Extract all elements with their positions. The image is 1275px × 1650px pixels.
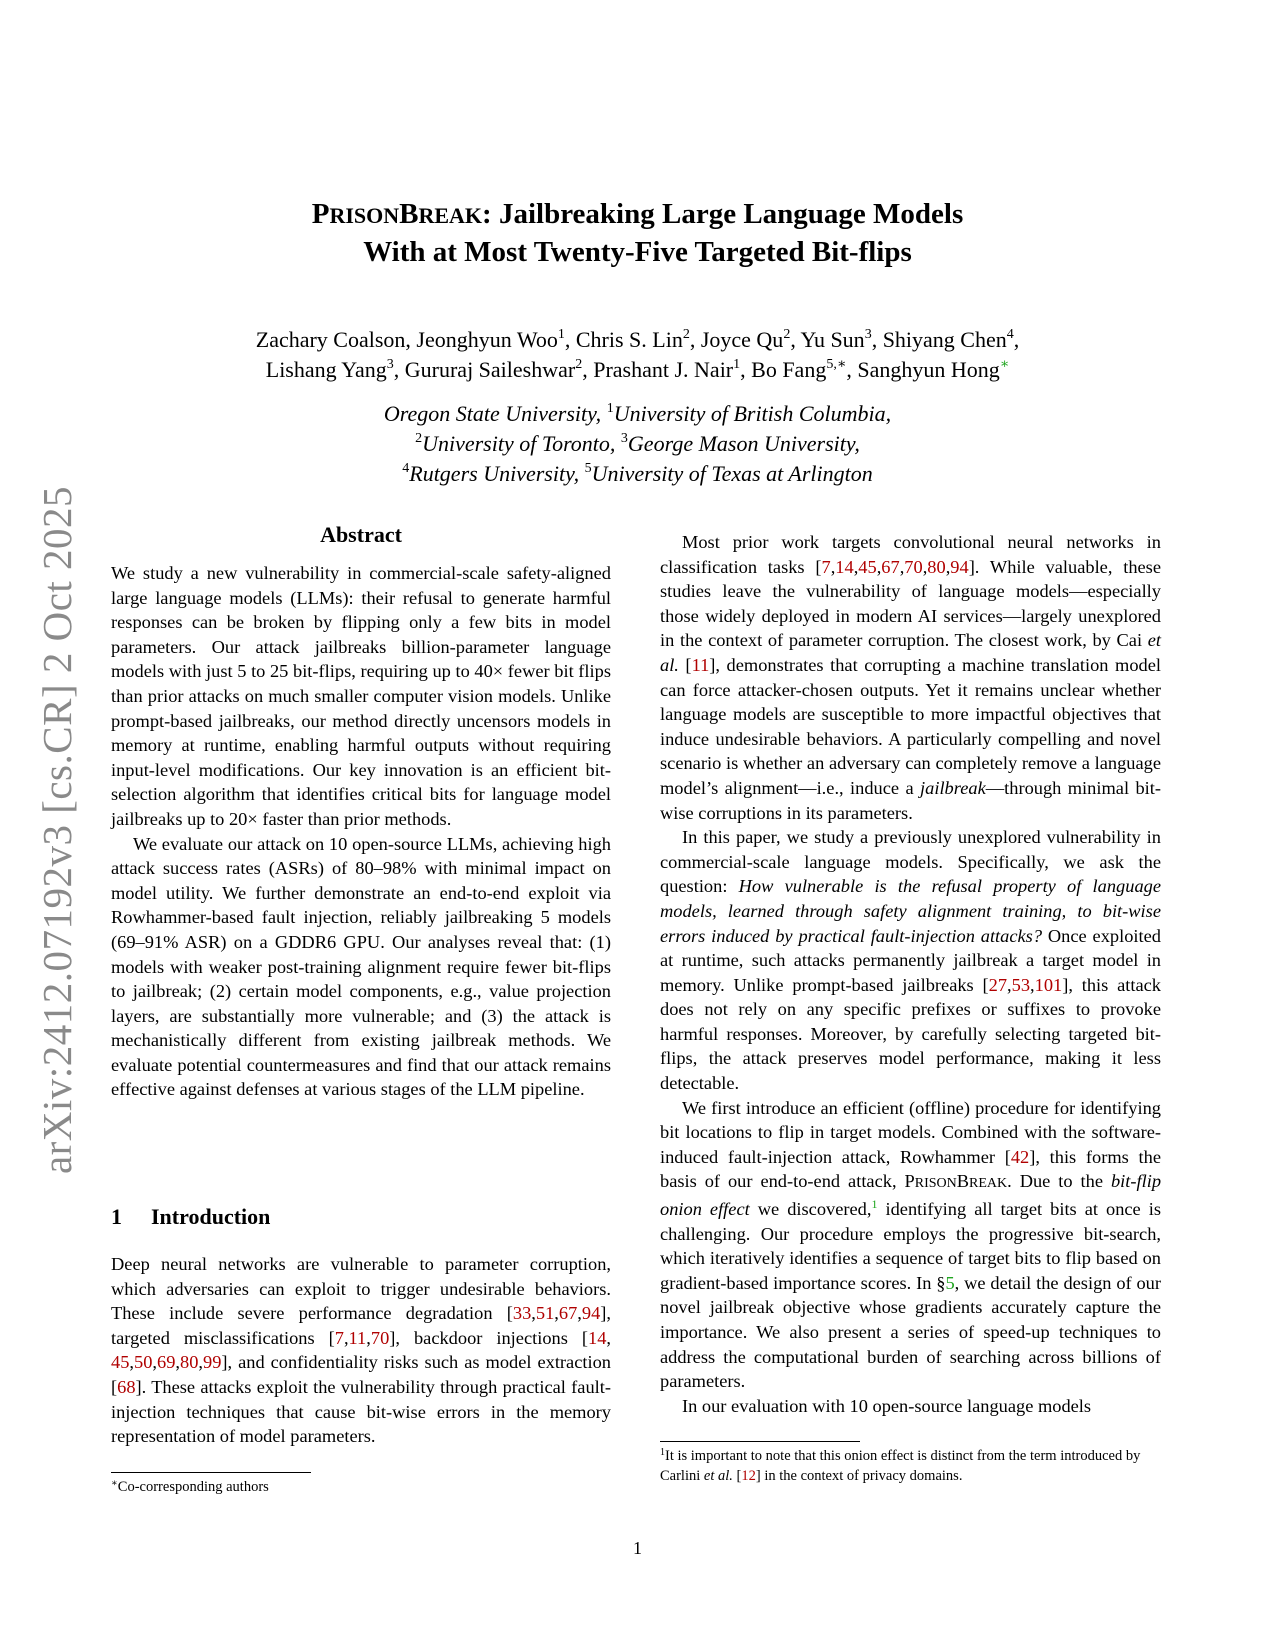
section-heading-introduction [111, 1204, 270, 1230]
corresponding-author-mark[interactable]: ∗ [999, 357, 1010, 372]
intro-paragraph-5: In our evaluation with 10 open-source language models [682, 1395, 1092, 1416]
affiliations [0, 399, 1275, 489]
affiliation-line-2: $^2$University of Toronto, $^3$George Mason University, [415, 431, 860, 456]
citation-link[interactable]: 14 [835, 556, 854, 577]
section-title: Introduction [151, 1204, 271, 1229]
abstract-body [111, 561, 611, 1102]
citation-link[interactable]: 68 [117, 1376, 136, 1397]
intro-paragraph-2: Most prior work targets convolutional neural networks in classification tasks [7,14,45,67,70,80,94]. While valuable, these studies leave the vulnerability of language models—especially those widely deployed in modern AI services—largely unexplored in the context of parameter corruption. The closest work, by Cai et al. [11], demonstrates that corrupting a machine translation model can force attacker-chosen outputs. Yet it remains unclear whether language models are susceptible to more impactful objectives that induce undesirable behaviors. A particularly compelling and novel scenario is whether an adversary can completely remove a language model’s alignment—i.e., induce a jailbreak—through minimal bit-wise corruptions in its parameters. [660, 532, 1161, 823]
citation-link[interactable]: 14 [588, 1327, 607, 1348]
title-line-1: PRISONBREAK: Jailbreaking Large Language Models [311, 198, 964, 230]
citation-link[interactable]: 27 [988, 974, 1008, 995]
footnote-right: $^1$It is important to note that this onion effect is distinct from the term introduced by Carlini et al. [12] in the context of privacy domains. [660, 1447, 1141, 1484]
citation-link[interactable]: 99 [203, 1352, 222, 1373]
citation-link[interactable]: 12 [741, 1468, 756, 1484]
abstract-paragraph-2: We evaluate our attack on 10 open-source LLMs, achieving high attack success rates (ASRs) of 80–98% with minimal impact on model utility. We further demonstrate an end-to-end exploit via Rowhammer-based fault injection, reliably jailbreaking 5 models (69–91% ASR) on a GDDR6 GPU. Our analyses reveal that: (1) models with weaker post-training alignment require fewer bit-flips to jailbreak; (2) certain model components, e.g., value projection layers, are substantially more vulnerable; and (3) the attack is mechanistically different from existing jailbreak methods. We evaluate potential countermeasures and find that our attack remains effective against defenses at various stages of the LLM pipeline. [111, 833, 611, 1100]
citation-link[interactable]: 67 [558, 1303, 578, 1324]
citation-link[interactable]: 50 [134, 1352, 153, 1373]
citation-link[interactable]: 67 [881, 556, 900, 577]
citation-link[interactable]: 11 [348, 1327, 367, 1348]
arxiv-identifier: arXiv:2412.07192v3 [cs.CR] 2 Oct 2025 [34, 485, 80, 1175]
citation-link[interactable]: 80 [927, 556, 946, 577]
citation-link[interactable]: 7 [821, 556, 831, 577]
abstract-paragraph-1: We study a new vulnerability in commercial-scale safety-aligned large language models (LLMs): their refusal to generate harmful responses can be broken by flipping only a few bits in model parameters. Our attack jailbreaks billion-parameter language models with just 5 to 25 bit-flips, requiring up to 40× fewer bit flips than prior attacks on much smaller computer vision models. Unlike prompt-based jailbreaks, our method directly uncensors models in memory at runtime, enabling harmful outputs without requiring input-level modifications. Our key innovation is an efficient bit-selection algorithm that identifies critical bits for language model jailbreaks up to 20× faster than prior methods. [111, 563, 611, 829]
abstract-heading: Abstract [320, 522, 402, 547]
citation-link[interactable]: 69 [157, 1352, 176, 1373]
footnote-mark: 1 [660, 1447, 665, 1458]
intro-paragraph-1: Deep neural networks are vulnerable to parameter corruption, which adversaries can exploit to trigger undesirable behaviors. These include severe performance degradation [33,51,67,94], targeted misclassifications [7,11,70], backdoor injections [14, 45,50,69,80,99], and confidentiality risks such as model extraction [68]. These attacks exploit the vulnerability through practical fault-injection techniques that cause bit-wise errors in the memory representation of model parameters. [111, 1254, 611, 1447]
affiliation-line-3: $^4$Rutgers University, $^5$University of Texas at Arlington [402, 461, 873, 486]
author-line-2: Lishang Yang$^3$, Gururaj Saileshwar$^2$, Prashant J. Nair$^1$, Bo Fang$^{5,∗}$, Sanghyun Hong∗ [265, 357, 1010, 382]
citation-link[interactable]: 11 [691, 654, 710, 675]
citation-link[interactable]: 94 [581, 1303, 601, 1324]
citation-link[interactable]: 33 [512, 1303, 532, 1324]
citation-link[interactable]: 70 [904, 556, 923, 577]
section-number: 1 [111, 1204, 122, 1229]
introduction-body-left [111, 1252, 611, 1449]
paper-title [0, 196, 1275, 271]
intro-paragraph-4: We first introduce an efficient (offline) procedure for identifying bit locations to flip in target models. Combined with the software-induced fault-injection attack, Rowhammer [42], this forms the basis of our end-to-end attack, PRISONBREAK. Due to the bit-flip onion effect we discovered,$^1$ identifying all target bits at once is challenging. Our procedure employs the progressive bit-search, which iteratively identifies a sequence of target bits to flip based on gradient-based importance scores. In §5, we detail the design of our novel jailbreak objective whose gradients accurately capture the importance. We also present a series of speed-up techniques to address the computational burden of searching across billions of parameters. [660, 1097, 1162, 1392]
citation-link[interactable]: 45 [111, 1352, 130, 1373]
page-number: 1 [633, 1538, 642, 1558]
introduction-body-right [660, 530, 1161, 1418]
citation-link[interactable]: 80 [180, 1352, 199, 1373]
citation-link[interactable]: 101 [1034, 974, 1063, 995]
section-link[interactable]: 5 [945, 1272, 955, 1293]
footnote-left: ∗Co-corresponding authors [111, 1478, 269, 1495]
title-line-2: With at Most Twenty-Five Targeted Bit-flips [363, 236, 912, 268]
citation-link[interactable]: 94 [950, 556, 969, 577]
author-line-1: Zachary Coalson, Jeonghyun Woo$^1$, Chris S. Lin$^2$, Joyce Qu$^2$, Yu Sun$^3$, Shiyang Chen$^4$, [255, 327, 1020, 352]
author-list [0, 325, 1275, 385]
citation-link[interactable]: 42 [1010, 1146, 1030, 1167]
footnote-rule-left [111, 1472, 311, 1473]
footnote-link[interactable]: 1 [871, 1197, 878, 1212]
citation-link[interactable]: 70 [370, 1327, 390, 1348]
citation-link[interactable]: 45 [858, 556, 877, 577]
footnote-mark: ∗ [111, 1478, 118, 1489]
intro-paragraph-3: In this paper, we study a previously unexplored vulnerability in commercial-scale language models. Specifically, we ask the question: How vulnerable is the refusal property of language models, learned through safety alignment training, to bit-wise errors induced by practical fault-injection attacks? Once exploited at runtime, such attacks permanently jailbreak a target model in memory. Unlike prompt-based jailbreaks [27,53,101], this attack does not rely on any specific prefixes or suffixes to provoke harmful responses. Moreover, by carefully selecting targeted bit-flips, the attack preserves model performance, making it less detectable. [660, 827, 1162, 1094]
footnote-rule-right [660, 1441, 860, 1442]
citation-link[interactable]: 51 [535, 1303, 555, 1324]
arxiv-side-stamp [32, 475, 82, 1185]
citation-link[interactable]: 53 [1011, 974, 1031, 995]
citation-link[interactable]: 7 [334, 1327, 344, 1348]
affiliation-line-1: Oregon State University, $^1$University of British Columbia, [383, 401, 892, 426]
